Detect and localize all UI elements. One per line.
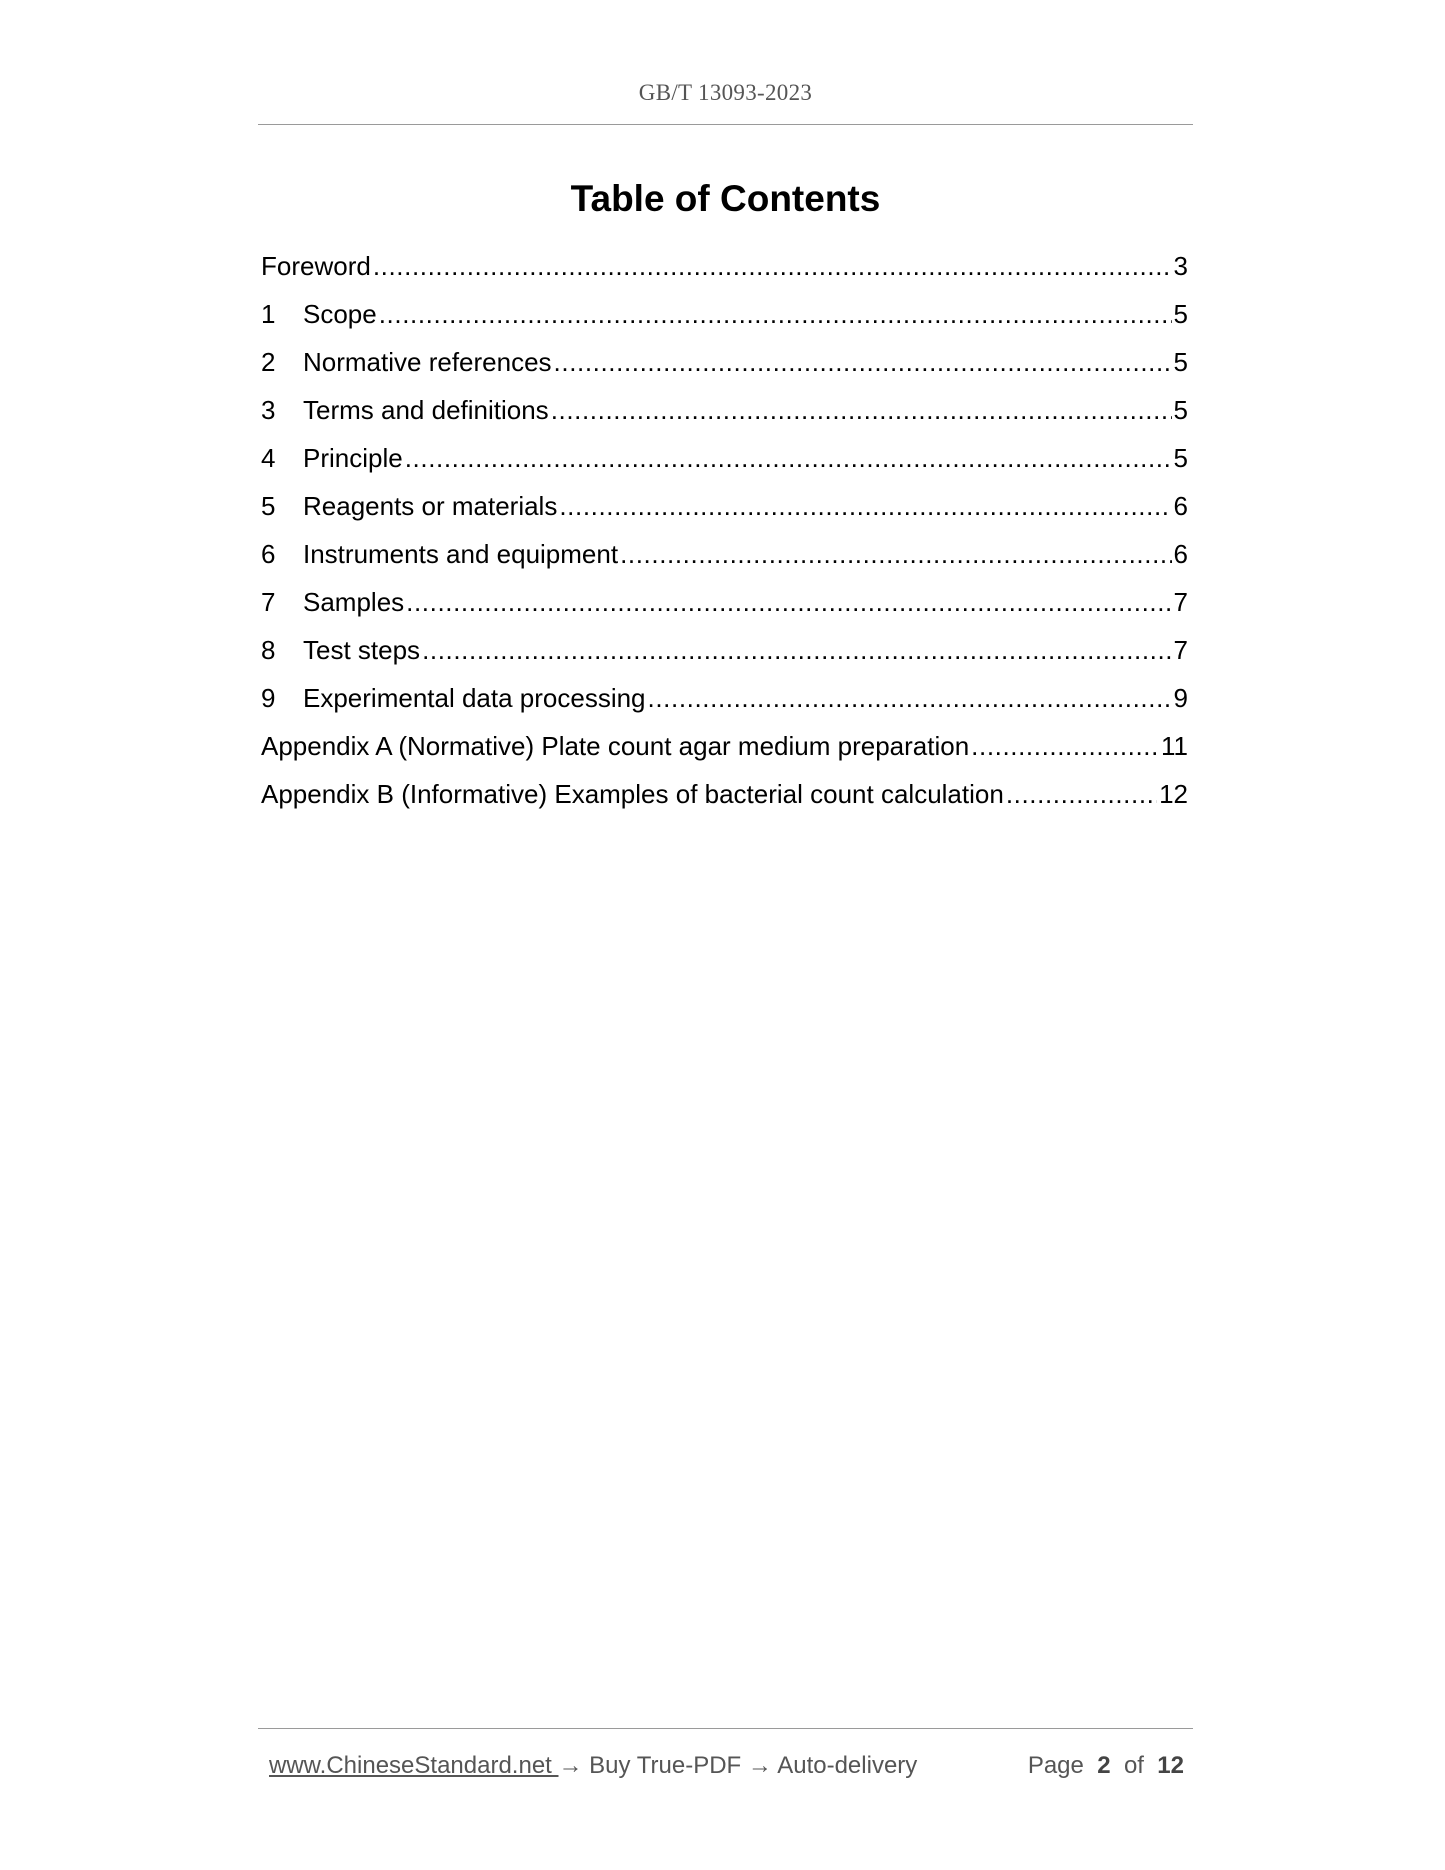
toc-leader-dots (405, 438, 1172, 478)
toc-entry-page: 6 (1173, 491, 1188, 521)
toc-entry-page: 6 (1173, 539, 1188, 569)
page-title: Table of Contents (570, 178, 881, 219)
page-of-label: of (1123, 1752, 1144, 1779)
header-divider (258, 124, 1193, 125)
toc-entry-scope[interactable] (261, 294, 1188, 342)
toc-leader-dots (559, 486, 1171, 526)
toc-entry-number: 5 (261, 491, 276, 521)
toc-leader-dots (620, 534, 1171, 574)
toc-entry-page: 9 (1173, 683, 1188, 713)
toc-entry-label: Foreword (261, 251, 371, 281)
table-of-contents (261, 246, 1188, 822)
toc-entry-page: 11 (1161, 731, 1188, 761)
document-header-id: GB/T 13093-2023 (638, 80, 813, 105)
toc-entry-number: 4 (261, 443, 276, 473)
toc-leader-dots (971, 726, 1159, 766)
toc-leader-dots (406, 582, 1171, 622)
toc-entry-number: 2 (261, 347, 276, 377)
footer-buy-text: Buy True-PDF (582, 1752, 748, 1779)
toc-entry-label: Terms and definitions (303, 395, 549, 425)
toc-entry-test-steps[interactable] (261, 630, 1188, 678)
toc-entry-page: 7 (1173, 587, 1188, 617)
total-page-number: 12 (1157, 1752, 1184, 1779)
toc-leader-dots (379, 294, 1172, 334)
page-number-indicator (1028, 1748, 1184, 1784)
toc-entry-page: 5 (1173, 347, 1188, 377)
arrow-right-icon: → (747, 1752, 772, 1779)
page-footer (269, 1748, 1184, 1784)
toc-entry-label: Reagents or materials (303, 491, 558, 521)
toc-entry-principle[interactable] (261, 438, 1188, 486)
toc-entry-page: 3 (1173, 251, 1188, 281)
toc-leader-dots (373, 246, 1172, 286)
toc-entry-number: 8 (261, 635, 276, 665)
toc-entry-foreword[interactable] (261, 246, 1188, 294)
toc-entry-page: 7 (1173, 635, 1188, 665)
toc-entry-label: Normative references (303, 347, 552, 377)
footer-divider (258, 1728, 1193, 1729)
toc-entry-number: 6 (261, 539, 276, 569)
toc-entry-page: 5 (1173, 443, 1188, 473)
toc-entry-label: Scope (303, 299, 377, 329)
toc-entry-label: Experimental data processing (303, 683, 646, 713)
toc-leader-dots (422, 630, 1171, 670)
toc-entry-number: 3 (261, 395, 276, 425)
toc-entry-normative-references[interactable] (261, 342, 1188, 390)
toc-entry-reagents-or-materials[interactable] (261, 486, 1188, 534)
arrow-right-icon: → (558, 1752, 583, 1779)
toc-entry-label: Appendix A (Normative) Plate count agar medium preparation (261, 731, 970, 761)
toc-entry-label: Samples (303, 587, 405, 617)
page-label: Page (1027, 1752, 1084, 1779)
toc-entry-samples[interactable] (261, 582, 1188, 630)
toc-leader-dots (554, 342, 1172, 382)
toc-entry-appendix-b[interactable] (261, 774, 1188, 822)
toc-entry-number: 7 (261, 587, 276, 617)
toc-entry-page: 12 (1159, 779, 1188, 809)
footer-delivery-text: Auto-delivery (771, 1752, 918, 1779)
toc-leader-dots (1006, 774, 1157, 814)
toc-entry-instruments-and-equipment[interactable] (261, 534, 1188, 582)
toc-entry-appendix-a[interactable] (261, 726, 1188, 774)
toc-entry-experimental-data-processing[interactable] (261, 678, 1188, 726)
toc-entry-number: 1 (261, 299, 276, 329)
toc-entry-label: Appendix B (Informative) Examples of bacterial count calculation (261, 779, 1004, 809)
toc-entry-page: 5 (1173, 299, 1188, 329)
toc-entry-page: 5 (1173, 395, 1188, 425)
toc-entry-number: 9 (261, 683, 276, 713)
toc-entry-terms-and-definitions[interactable] (261, 390, 1188, 438)
toc-leader-dots (551, 390, 1172, 430)
toc-entry-label: Principle (303, 443, 403, 473)
website-link[interactable]: www.ChineseStandard.net (269, 1752, 559, 1779)
toc-leader-dots (648, 678, 1172, 718)
current-page-number: 2 (1097, 1752, 1111, 1779)
toc-entry-label: Instruments and equipment (303, 539, 619, 569)
footer-promo (269, 1748, 917, 1784)
toc-entry-label: Test steps (303, 635, 421, 665)
